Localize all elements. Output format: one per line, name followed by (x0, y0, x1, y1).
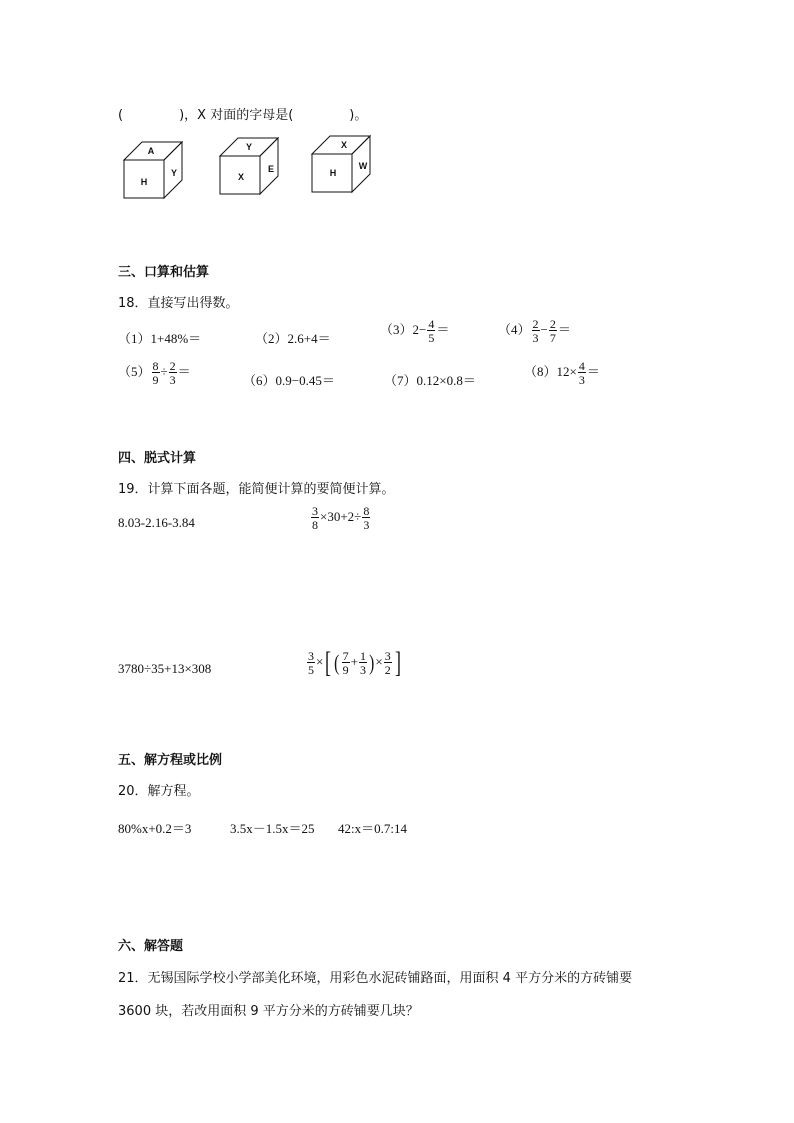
item-1-label: （1） (118, 331, 151, 346)
top-line-mid: )，X 对面的字母是( (179, 108, 294, 123)
expr-2-fraction-1 (311, 505, 319, 531)
item-6-label: （6） (243, 373, 276, 388)
item-5-op: ÷ (160, 363, 168, 379)
cube-1-top-letter: A (147, 146, 155, 156)
item-4-op: − (540, 321, 548, 337)
expr-2-numerator-2: 8 (363, 504, 370, 518)
section-6-heading: 六、解答题 (118, 939, 184, 954)
item-5-numerator-1: 8 (152, 359, 159, 373)
item-1-expr: 1+48%＝ (150, 331, 202, 346)
left-square-bracket: [ (325, 646, 332, 679)
item-4-numerator-2: 2 (549, 317, 556, 331)
item-4-denominator-1: 3 (532, 331, 539, 345)
section-3-heading: 三、口算和估算 (118, 265, 210, 280)
item-8-post: ＝ (586, 363, 600, 379)
item-5-denominator-1: 9 (152, 373, 159, 387)
question-20: 20．解方程。 (118, 784, 200, 799)
expr-4-numerator-3: 1 (360, 649, 367, 663)
item-8-denominator: 3 (578, 373, 585, 387)
item-2-expr: 2.6+4＝ (287, 331, 331, 346)
expr-2-fraction-2 (362, 505, 370, 531)
question-19: 19．计算下面各题，能简便计算的要简便计算。 (118, 482, 395, 497)
item-5-fraction-2 (169, 360, 177, 386)
item-3-denominator: 5 (428, 331, 435, 345)
expr-4-fraction-2 (342, 650, 350, 676)
expr-4-times-1: × (316, 653, 324, 669)
expr-4-denominator-2: 9 (342, 663, 349, 677)
calc-expr-2 (310, 505, 371, 531)
expr-4-fraction-4 (384, 650, 392, 676)
cube-1-front-letter: H (140, 177, 148, 187)
item-5-post: ＝ (177, 363, 191, 379)
calc-expr-1: 8.03-2.16-3.84 (118, 515, 195, 530)
question-18: 18．直接写出得数。 (118, 296, 239, 311)
item-4-fraction-2 (549, 318, 557, 344)
equation-1: 80%x+0.2＝3 (118, 821, 192, 836)
right-square-bracket: ] (394, 646, 401, 679)
expr-4-numerator-4: 3 (384, 649, 391, 663)
oral-item-3 (380, 318, 449, 344)
expr-4-plus: + (350, 653, 359, 669)
cube-2-front-letter: X (237, 172, 245, 182)
item-4-post: ＝ (557, 321, 571, 337)
section-5-heading: 五、解方程或比例 (118, 753, 223, 768)
oral-item-4 (498, 318, 571, 344)
oral-item-6 (243, 370, 335, 389)
item-5-numerator-2: 2 (169, 359, 176, 373)
item-8-numerator: 4 (578, 359, 585, 373)
item-8-pre: 12× (556, 363, 577, 379)
expr-2-denominator-1: 8 (312, 518, 318, 532)
equation-2: 3.5x－1.5x＝25 (230, 821, 315, 836)
expr-4-numerator-2: 7 (342, 649, 349, 663)
item-3-pre: 2− (412, 321, 427, 337)
item-5-label: （5） (118, 363, 151, 379)
item-3-fraction (427, 318, 435, 344)
expr-2-numerator-1: 3 (312, 504, 318, 518)
cube-1-side-letter: Y (170, 168, 178, 178)
top-question-line (118, 104, 367, 123)
item-2-label: （2） (255, 331, 288, 346)
calc-expr-3: 3780÷35+13×308 (118, 661, 212, 676)
equation-3: 42:x＝0.7:14 (338, 821, 407, 836)
item-4-numerator-1: 2 (532, 317, 539, 331)
item-7-expr: 0.12×0.8＝ (416, 373, 476, 388)
item-3-post: ＝ (436, 321, 450, 337)
item-7-label: （7） (384, 373, 417, 388)
expr-4-fraction-3 (359, 650, 367, 676)
cube-2-side-letter: E (267, 164, 275, 174)
oral-item-1 (118, 328, 201, 347)
oral-item-8 (524, 360, 600, 386)
expr-4-denominator-3: 3 (360, 663, 367, 677)
item-3-numerator: 4 (428, 317, 435, 331)
oral-item-7 (384, 370, 476, 389)
item-5-denominator-2: 3 (169, 373, 176, 387)
item-4-label: （4） (498, 321, 531, 337)
item-5-fraction-1 (152, 360, 160, 386)
item-8-fraction (578, 360, 586, 386)
right-paren: ) (369, 650, 375, 675)
oral-item-2 (255, 328, 331, 347)
section-4-heading: 四、脱式计算 (118, 451, 197, 466)
item-6-expr: 0.9−0.45＝ (275, 373, 335, 388)
oral-item-5 (118, 360, 191, 386)
expr-4-denominator-1: 5 (308, 663, 314, 677)
expr-2-mid: ×30+2÷ (320, 508, 362, 524)
expr-4-times-2: × (375, 653, 383, 669)
expr-2-denominator-2: 3 (363, 518, 370, 532)
blank-open: ( (118, 108, 124, 123)
question-21-line-1: 21．无锡国际学校小学部美化环境，用彩色水泥砖铺路面，用面积 4 平方分米的方砖铺要 (118, 971, 633, 986)
cube-3-front-letter: H (329, 168, 337, 178)
cube-3-top-letter: X (340, 140, 348, 150)
calc-expr-4 (306, 648, 403, 678)
item-8-label: （8） (524, 363, 557, 379)
item-4-fraction-1 (532, 318, 540, 344)
item-3-label: （3） (380, 321, 413, 337)
cube-3-side-letter: W (358, 161, 368, 171)
expr-4-fraction-1 (307, 650, 315, 676)
left-paren: ( (334, 650, 340, 675)
expr-4-denominator-4: 2 (384, 663, 391, 677)
cube-figures (118, 132, 388, 204)
blank-close: )。 (349, 108, 368, 123)
expr-4-numerator-1: 3 (308, 649, 314, 663)
question-21-line-2: 3600 块，若改用面积 9 平方分米的方砖铺要几块？ (118, 1004, 419, 1019)
cube-2-top-letter: Y (245, 142, 253, 152)
item-4-denominator-2: 7 (549, 331, 556, 345)
